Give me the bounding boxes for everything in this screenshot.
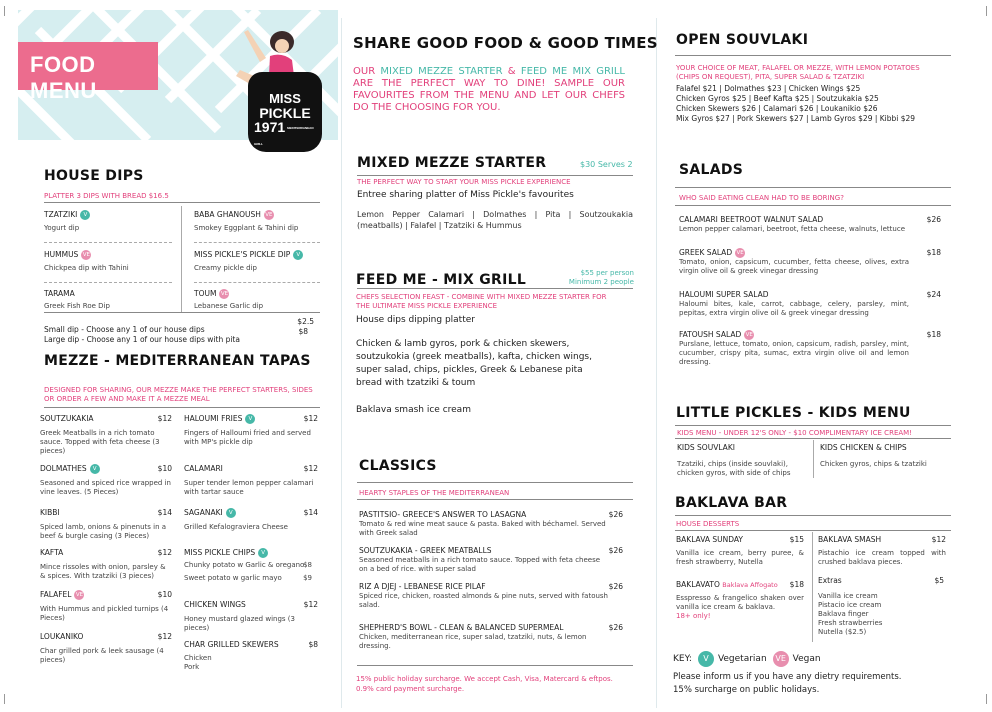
divider: [813, 440, 814, 478]
mezze-item-price: $14: [303, 508, 318, 517]
souvlaki-list: [676, 84, 952, 124]
dip-desc: Yogurt dip: [44, 224, 80, 232]
mezze-item-desc: Chicken: [184, 654, 212, 662]
key-label: KEY:: [673, 654, 692, 664]
vegetarian-badge: V: [80, 210, 90, 220]
chips-option: [184, 561, 312, 570]
small-dip-row: [44, 317, 320, 334]
classic-item-name: SHEPHERD'S BOWL - CLEAN & BALANCED SUPERMEAL: [359, 623, 564, 632]
mezze-item: [40, 508, 172, 541]
mezze-item: [40, 414, 172, 456]
extra-item: Nutella ($2.5): [818, 628, 867, 636]
divider: [357, 175, 633, 176]
salad-item-name: GREEK SALAD: [679, 248, 733, 257]
mezze-item-name: CHAR GRILLED SKEWERS: [184, 640, 279, 649]
dessert-name: BAKLAVA SMASH: [818, 535, 882, 544]
mezze-item-name: CHICKEN WINGS: [184, 600, 246, 609]
diet-key: [673, 651, 821, 667]
souvlaki-row: Mix Gyros $27 | Pork Skewers $27 | Lamb Gyros $29 | Kibbi $29: [676, 114, 916, 123]
mezze-item-desc: Mince rissoles with onion, parsley & & spices. With tzatziki (3 pieces): [40, 563, 166, 580]
blurb-part: &: [502, 66, 521, 77]
divider: [357, 482, 633, 483]
age-note: 18+ only!: [676, 612, 711, 620]
mezze-item-price: $12: [157, 632, 172, 641]
mixed-mezze-items: Lemon Pepper Calamari | Dolmathes | Pita | Soutzoukakia (meatballs) | Falafel | Tzatziki & Hummus: [357, 210, 633, 230]
dip-desc: Greek Fish Roe Dip: [44, 302, 110, 310]
vegetarian-badge: V: [90, 464, 100, 474]
mezze-item: [40, 632, 172, 665]
mezze-item-desc: With Hummus and pickled turnips (4 Pieces): [40, 605, 169, 622]
classics-list: [359, 510, 623, 660]
dip-desc: Chickpea dip with Tahini: [44, 264, 129, 272]
classic-item-desc: Chicken, mediterranean rice, super salad, tzatziki, nuts, & lemon dressing.: [359, 633, 587, 650]
mezze-item-name: KIBBI: [40, 508, 60, 517]
mezze-left-list: [40, 414, 172, 684]
salad-item-desc: Purslane, lettuce, tomato, onion, capsicum, radish, parsley, mint, cucumber, crispy pita, sumac, extra virgin olive oil and lemon dressing.: [679, 340, 909, 366]
salad-item-desc: Lemon pepper calamari, beetroot, fetta cheese, walnuts, lettuce: [679, 225, 906, 233]
baklava-title: BAKLAVA BAR: [675, 495, 788, 511]
classic-item-desc: Spiced rice, chicken, roasted almonds & pine nuts, served with fatoush salad.: [359, 592, 608, 609]
mezze-item-name: LOUKANIKO: [40, 632, 84, 641]
kids-item-name: KIDS SOUVLAKI: [677, 443, 735, 452]
logo-tagline: MEDITERRANEAN GRILL: [254, 126, 314, 146]
salad-item-name: CALAMARI BEETROOT WALNUT SALAD: [679, 215, 824, 224]
vegan-badge: VE: [265, 212, 273, 218]
crop-mark: [4, 6, 5, 16]
miss-pickle-logo: [248, 72, 322, 152]
mezze-title: MEZZE - MEDITERRANEAN TAPAS: [44, 353, 311, 369]
classic-item-name: RIZ A DJEJ - LEBANESE RICE PILAF: [359, 582, 486, 591]
souvlaki-row: Chicken Gyros $25 | Beef Kafta $25 | Soutzukakia $25: [676, 94, 879, 103]
mezze-item-price: $12: [303, 600, 318, 609]
blurb-part: ARE THE PERFECT WAY TO DINE! SAMPLE OUR FAVOURITES FROM THE MENU AND LET OUR CHEFS DO THE CHOOSING FOR YOU.: [353, 78, 625, 113]
feed-me-title: FEED ME - MIX GRILL: [356, 272, 527, 288]
classic-item-desc: Seasoned meatballs in a rich tomato sauce. Topped with feta cheese on a bed of rice. with super salad: [359, 556, 601, 573]
dessert-desc: Vanilla ice cream, berry puree, & fresh strawberry, Nutella: [676, 549, 804, 566]
mezze-item-desc: Pork: [184, 663, 200, 671]
crop-mark: [986, 6, 987, 16]
blurb-part: OUR: [353, 66, 381, 77]
dietary-note-line: Please inform us if you have any dietry requirements.: [673, 672, 902, 682]
divider: [44, 407, 320, 408]
chips-option-label: Chunky potato w Garlic & oregano: [184, 561, 305, 569]
dessert-desc: Esspresso & frangelico shaken over vanilla ice cream & baklava.: [676, 594, 804, 611]
kids-item-desc: Chicken gyros, chips & tzatziki: [820, 460, 927, 468]
logo-line2: PICKLE: [259, 105, 311, 121]
blurb-highlight: FEED ME MIX GRILL: [520, 66, 625, 77]
salads-list: [679, 215, 941, 385]
salad-item-price: $18: [926, 248, 941, 257]
classic-item-price: $26: [608, 510, 623, 519]
mezze-item-desc: Honey mustard glazed wings (3 pieces): [184, 615, 295, 632]
mezze-item: [40, 590, 172, 623]
salad-item: [679, 290, 941, 318]
surcharge-line: 15% surcharge on public holidays.: [673, 685, 820, 695]
classic-item-name: SOUTZUKAKIA - GREEK MEATBALLS: [359, 546, 492, 555]
dip-name: MISS PICKLE'S PICKLE DIP: [194, 250, 291, 259]
vegan-badge: VE: [75, 592, 84, 598]
mezze-item-name: DOLMATHES: [40, 464, 87, 473]
kids-souvlaki: [677, 443, 807, 478]
feed-me-line2: Chicken & lamb gyros, pork & chicken skewers, soutzukokia (greek meatballs), kafta, chicken wings, super salad, chips, pickles, Greek & Lebanese pita bread with tzatziki & toum: [356, 339, 592, 388]
divider: [675, 425, 951, 426]
classic-item-price: $26: [608, 582, 623, 591]
mezze-item-price: $10: [157, 590, 172, 599]
divider: [675, 438, 951, 439]
baklava-subtitle: HOUSE DESSERTS: [676, 520, 740, 528]
dip-name: TOUM: [194, 289, 217, 298]
key-vegan-label: Vegan: [792, 654, 821, 664]
large-dip-price: $8: [298, 327, 308, 336]
dip-name: BABA GHANOUSH: [194, 210, 261, 219]
salad-item-price: $24: [926, 290, 941, 299]
kids-title: LITTLE PICKLES - KIDS MENU: [676, 405, 911, 421]
vegetarian-badge: V: [293, 250, 303, 260]
salads-subtitle: WHO SAID EATING CLEAN HAD TO BE BORING?: [679, 194, 844, 202]
mezze-item-price: $12: [157, 414, 172, 423]
dip-toum: [194, 289, 324, 311]
kids-item-name: KIDS CHICKEN & CHIPS: [820, 443, 907, 452]
chips-option-price: $8: [303, 561, 312, 569]
mezze-item-desc: Greek Meatballs in a rich tomato sauce. Topped with feta cheese (3 pieces): [40, 429, 160, 455]
crop-mark: [4, 694, 5, 704]
vegan-badge: VE: [745, 332, 753, 338]
feed-me-price: [540, 269, 634, 287]
salad-item-name: FATOUSH SALAD: [679, 330, 742, 339]
column-divider: [656, 18, 657, 708]
mezze-item: [184, 548, 318, 583]
dip-desc: Smokey Eggplant & Tahini dip: [194, 224, 299, 232]
small-dip-label: Small dip - Choose any 1 of our house dips: [44, 325, 205, 334]
mezze-item: [184, 464, 318, 497]
divider: [44, 242, 172, 243]
chips-option-label: Sweet potato w garlic mayo: [184, 574, 282, 582]
baklavato: [676, 580, 804, 621]
food-menu-title: FOOD MENU: [30, 52, 97, 103]
vegan-badge: VE: [736, 250, 744, 256]
blurb-highlight: MIXED MEZZE STARTER: [380, 66, 503, 77]
salad-item-price: $26: [926, 215, 941, 224]
share-blurb: [353, 66, 625, 114]
salad-item-price: $18: [926, 330, 941, 339]
small-dip-price: $2.5: [297, 317, 314, 326]
divider: [812, 532, 813, 642]
mezze-item-price: $10: [157, 464, 172, 473]
dip-tzatziki: [44, 210, 174, 233]
mixed-mezze-subtitle: THE PERFECT WAY TO START YOUR MISS PICKLE EXPERIENCE: [357, 178, 571, 186]
dessert-price: $5: [934, 576, 944, 585]
salad-item: [679, 330, 941, 367]
baklava-extras: [818, 576, 946, 637]
classic-item-desc: Tomato & red wine meat sauce & pasta. Baked with béchamel. Served with Greek salad: [359, 520, 606, 537]
dip-name: TARAMA: [44, 289, 75, 298]
mixed-mezze-price: $30 Serves 2: [580, 160, 633, 169]
vegetarian-badge: V: [258, 548, 268, 558]
dip-tarama: [44, 289, 174, 311]
dessert-price: $15: [789, 535, 804, 544]
mezze-item: [184, 508, 318, 532]
dip-desc: Creamy pickle dip: [194, 264, 257, 272]
mezze-item-name: CALAMARI: [184, 464, 223, 473]
vegetarian-badge: V: [698, 651, 714, 667]
divider: [44, 202, 320, 203]
large-dip-row: [44, 327, 320, 344]
extra-item: Baklava finger: [818, 610, 869, 618]
extra-item: Vanilla ice cream: [818, 592, 878, 600]
divider: [44, 282, 172, 283]
divider: [181, 206, 182, 312]
key-vegetarian-label: Vegetarian: [717, 654, 767, 664]
souvlaki-subtitle: YOUR CHOICE OF MEAT, FALAFEL OR MEZZE, WITH LEMON POTATOES (CHIPS ON REQUEST), PITA, SUPER SALAD & TZATZIKI: [676, 64, 920, 81]
dip-pickle: [194, 250, 324, 273]
kids-chicken: [820, 443, 950, 469]
divider: [357, 499, 633, 500]
mezze-item-price: $14: [157, 508, 172, 517]
classics-title: CLASSICS: [359, 458, 437, 474]
mezze-item-desc: Super tender lemon pepper calamari with tartar sauce: [184, 479, 314, 496]
dietary-note: [673, 671, 901, 697]
chips-option-price: $9: [303, 574, 312, 582]
divider: [675, 187, 951, 188]
feed-me-price-value: $55 per person: [580, 269, 634, 277]
dessert-price: $12: [931, 535, 946, 544]
divider: [357, 665, 633, 666]
dessert-name: BAKLAVATO: [676, 580, 720, 589]
mezze-item: [184, 640, 318, 672]
extra-item: Pistacio ice cream: [818, 601, 882, 609]
vegetarian-badge: V: [226, 508, 236, 518]
divider: [675, 205, 951, 206]
dessert-desc: Pistachio ice cream topped with crushed baklava pieces.: [818, 549, 946, 566]
extra-item: Fresh strawberries: [818, 619, 883, 627]
mezze-item-name: SAGANAKI: [184, 508, 223, 517]
classic-item-price: $26: [608, 623, 623, 632]
divider: [357, 288, 633, 289]
vegan-badge: VE: [773, 651, 789, 667]
classic-item: [359, 510, 623, 538]
salad-item-desc: Haloumi bites, kale, carrot, cabbage, celery, parsley, mint, pepitas, extra virgin olive oil & greek vinegar dressing: [679, 300, 909, 317]
mezze-item: [184, 414, 318, 447]
mezze-item-name: FALAFEL: [40, 590, 72, 599]
feed-me-minimum: Minimum 2 people: [568, 278, 634, 286]
salads-title: SALADS: [679, 162, 744, 178]
share-title: SHARE GOOD FOOD & GOOD TIMES: [353, 34, 658, 52]
classic-item: [359, 623, 623, 651]
classic-item: [359, 582, 623, 610]
souvlaki-row: Falafel $21 | Dolmathes $23 | Chicken Wings $25: [676, 84, 861, 93]
vegetarian-badge: V: [245, 414, 255, 424]
mezze-item: [184, 600, 318, 633]
mezze-item-desc: Seasoned and spiced rice wrapped in vine leaves. (5 Pieces): [40, 479, 171, 496]
vegan-badge: VE: [82, 252, 90, 258]
mezze-item-name: KAFTA: [40, 548, 64, 557]
mezze-item-desc: Spiced lamb, onions & pinenuts in a beef & burgle casing (3 Pieces): [40, 523, 167, 540]
dip-desc: Lebanese Garlic dip: [194, 302, 264, 310]
dip-baba-ghanoush: [194, 210, 324, 233]
feed-me-line3: Baklava smash ice cream: [356, 405, 471, 415]
logo-year-row: [248, 120, 322, 151]
dessert-name: Extras: [818, 576, 842, 585]
food-menu-banner: [18, 42, 158, 103]
divider: [44, 312, 320, 313]
mezze-item: [40, 464, 172, 497]
feed-me-subtitle: CHEFS SELECTION FEAST - COMBINE WITH MIXED MEZZE STARTER FOR THE ULTIMATE MISS PICKLE EXPERIENCE: [356, 293, 607, 310]
mezze-item-desc: Grilled Kefalograviera Cheese: [184, 523, 288, 531]
classic-item-price: $26: [608, 546, 623, 555]
mezze-item-price: $12: [157, 548, 172, 557]
salad-item-desc: Tomato, onion, capsicum, cucumber, fetta cheese, olives, extra virgin olive oil & greek vinegar dressing: [679, 258, 909, 275]
dip-name: HUMMUS: [44, 250, 79, 259]
mezze-item-name: HALOUMI FRIES: [184, 414, 243, 423]
divider: [194, 242, 320, 243]
dip-name: TZATZIKI: [44, 210, 78, 219]
mezze-subtitle: DESIGNED FOR SHARING, OUR MEZZE MAKE THE PERFECT STARTERS, SIDES OR ORDER A FEW AND MAKE IT A MEZZE MEAL: [44, 386, 313, 403]
logo-text: [248, 92, 322, 151]
salad-item: [679, 248, 941, 276]
classics-subtitle: HEARTY STAPLES OF THE MEDITERRANEAN: [359, 489, 510, 497]
souvlaki-row: Chicken Skewers $26 | Calamari $26 | Loukanikio $26: [676, 104, 878, 113]
mezze-item-price: $12: [303, 414, 318, 423]
column-divider: [341, 18, 342, 708]
classic-item: [359, 546, 623, 574]
mezze-item-desc: Fingers of Halloumi fried and served with MP's pickle dip: [184, 429, 311, 446]
large-dip-label: Large dip - Choose any 1 of our house dips with pita: [44, 335, 240, 344]
logo-line1: MISS: [269, 91, 301, 106]
dessert-name: BAKLAVA SUNDAY: [676, 535, 743, 544]
logo-year: 1971: [254, 119, 286, 135]
mezze-item: [40, 548, 172, 581]
house-dips-subtitle: PLATTER 3 DIPS WITH BREAD $16.5: [44, 192, 169, 200]
classic-item-name: PASTITSIO- GREECE'S ANSWER TO LASAGNA: [359, 510, 527, 519]
divider: [675, 515, 951, 516]
mezze-item-price: $12: [303, 464, 318, 473]
crop-mark: [986, 694, 987, 704]
mezze-right-list: [184, 414, 320, 684]
mixed-mezze-title: MIXED MEZZE STARTER: [357, 155, 547, 171]
surcharge-note: 15% public holiday surcharge. We accept Cash, Visa, Matercard & eftpos. 0.9% card payment surcharge.: [356, 675, 613, 693]
house-dips-title: HOUSE DIPS: [44, 168, 144, 184]
baklava-smash: [818, 535, 946, 567]
chips-option: [184, 574, 312, 583]
kids-item-desc: Tzatziki, chips (inside souvlaki), chicken gyros, with side of chips: [677, 460, 791, 477]
feed-me-line1: House dips dipping platter: [356, 315, 475, 325]
vegan-badge: VE: [220, 291, 229, 297]
divider: [675, 55, 951, 56]
mezze-item-name: MISS PICKLE CHIPS: [184, 548, 256, 557]
salad-item: [679, 215, 941, 234]
mezze-item-desc: Char grilled pork & leek sausage (4 pieces): [40, 647, 164, 664]
dip-hummus: [44, 250, 174, 273]
mezze-item-price: $8: [308, 640, 318, 649]
salad-item-name: HALOUMI SUPER SALAD: [679, 290, 769, 299]
baklava-sunday: [676, 535, 804, 567]
divider: [194, 282, 320, 283]
mixed-mezze-line: Entree sharing platter of Miss Pickle's favourites: [357, 190, 574, 200]
dessert-subname: Baklava Affogato: [722, 581, 778, 589]
dessert-price: $18: [789, 580, 804, 589]
kids-subtitle: KIDS MENU - UNDER 12'S ONLY - $10 COMPLIMENTARY ICE CREAM!: [677, 429, 912, 437]
divider: [675, 530, 951, 531]
souvlaki-title: OPEN SOUVLAKI: [676, 32, 809, 48]
mezze-item-name: SOUTZUKAKIA: [40, 414, 94, 423]
